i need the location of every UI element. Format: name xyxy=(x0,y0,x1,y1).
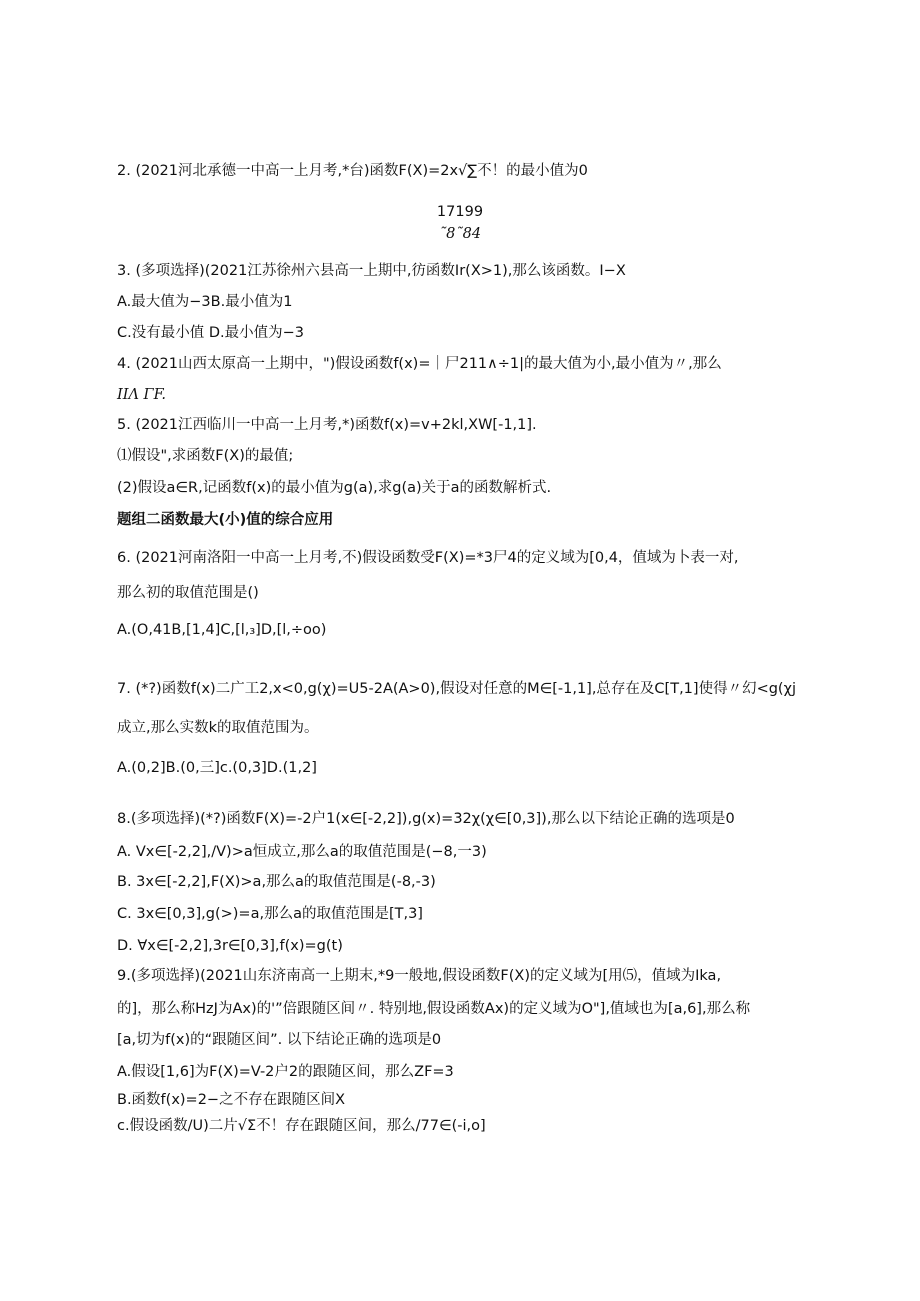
question-9-option-b: B.函数f(x)=2−之不存在跟随区间X xyxy=(117,1092,346,1108)
question-8-option-b: B. 3x∈[-2,2],F(X)>a,那么a的取值范围是(-8,-3) xyxy=(117,874,436,890)
question-8-option-c: C. 3x∈[0,3],g(>)=a,那么a的取值范围是[T,3] xyxy=(117,906,423,922)
question-3-options-ab: A.最大值为−3B.最小值为1 xyxy=(117,294,293,310)
section-heading: 题组二函数最大(小)值的综合应用 xyxy=(117,512,334,528)
question-5-part-1: ⑴假设",求函数F(X)的最值; xyxy=(117,448,294,464)
question-7: 7. (*?)函数f(x)二广工2,x<0,g(χ)=U5-2A(A>0),假设对任意的M∈[-1,1],总存在及C[T,1]使得〃幻<g(χj xyxy=(117,681,796,697)
question-9-continuation-1: 的]，那么称HzJ为Ax)的'”倍跟随区间〃. 特别地,假设函数Ax)的定义域为O"],值域也为[a,6],那么称 xyxy=(117,1001,751,1017)
question-8-option-d: D. ∀x∈[-2,2],3r∈[0,3],f(x)=g(t) xyxy=(117,938,343,954)
fraction-numerator: 17199 xyxy=(436,204,484,220)
question-4-continuation: IIΛ ΓF. xyxy=(117,387,167,403)
question-8-option-a: A. Vx∈[-2,2],/V)>a恒成立,那么a的取值范围是(−8,一3) xyxy=(117,844,487,860)
question-5-part-2: (2)假设a∈R,记函数f(x)的最小值为g(a),求g(a)关于a的函数解析式. xyxy=(117,480,552,496)
question-3: 3. (多项选择)(2021江苏徐州六县高一上期中,彷函数Ir(X>1),那么该函数。I−X xyxy=(117,263,626,279)
question-9: 9.(多项选择)(2021山东济南高一上期末,*9一般地,假设函数F(X)的定义域为[用⑸，值域为Ika, xyxy=(117,968,722,984)
question-7-continuation: 成立,那么实数k的取值范围为。 xyxy=(117,720,319,736)
fraction-denominator: ˜8˜84 xyxy=(438,226,482,242)
question-8: 8.(多项选择)(*?)函数F(X)=-2户1(x∈[-2,2]),g(x)=32χ(χ∈[0,3]),那么以下结论正确的选项是0 xyxy=(117,811,735,827)
question-6-options: A.(O,41B,[1,4]C,[l,₃]D,[l,÷oo) xyxy=(117,622,327,638)
question-6: 6. (2021河南洛阳一中高一上月考,不)假设函数受F(X)=*3尸4的定义域为[0,4，值域为卜表一对, xyxy=(117,550,739,566)
question-9-option-c: c.假设函数/U)二片√Σ不！存在跟随区间，那么∕77∈(-i,o] xyxy=(117,1118,486,1134)
question-3-options-cd: C.没有最小值 D.最小值为−3 xyxy=(117,325,304,341)
question-5: 5. (2021江西临川一中高一上月考,*)函数f(x)=v+2kl,XW[-1,1]. xyxy=(117,417,537,433)
question-4: 4. (2021山西太原高一上期中，")假设函数f(x)=｜尸211∧÷1|的最大值为小,最小值为〃,那么 xyxy=(117,356,722,372)
question-7-options: A.(0,2]B.(0,三]c.(0,3]D.(1,2] xyxy=(117,760,317,776)
question-6-continuation: 那么初的取值范围是() xyxy=(117,585,259,601)
question-9-continuation-2: [a,切为f(x)的“跟随区间”. 以下结论正确的选项是0 xyxy=(117,1032,442,1048)
question-9-option-a: A.假设[1,6]为F(X)=V-2户2的跟随区间，那么ZF=3 xyxy=(117,1064,454,1080)
question-2: 2. (2021河北承德一中高一上月考,*台)函数F(X)=2x√∑不！的最小值为0 xyxy=(117,163,588,179)
